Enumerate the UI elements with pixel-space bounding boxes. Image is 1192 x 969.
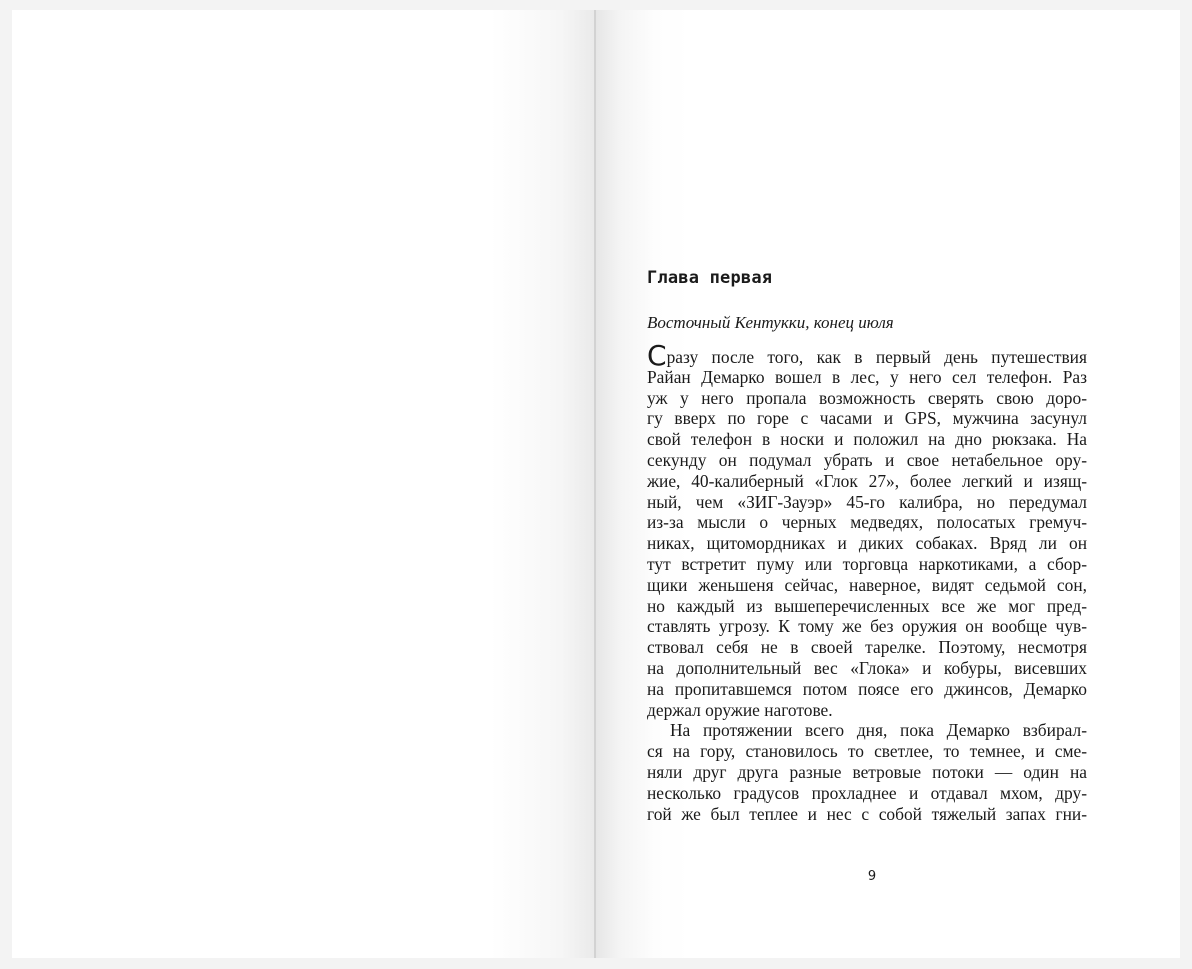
text-line: няли друг друга разные ветровые потоки — один на — [647, 761, 1087, 782]
text-line: на дополнительный вес «Глока» и кобуры, висевших — [647, 657, 1087, 678]
text-line: из-за мысли о черных медведях, полосатых гремуч- — [647, 512, 1087, 533]
first-line-rest: разу после того, как в первый день путешествия — [666, 347, 1087, 367]
text-line: никах, щитомордниках и диких собаках. Вряд ли он — [647, 533, 1087, 554]
chapter-body — [647, 339, 1087, 824]
text-line-paragraph-end: держал оружие наготове. — [647, 699, 833, 720]
text-line: несколько градусов прохладнее и отдавал мхом, дру- — [647, 782, 1087, 803]
text-line: тут встретит пуму или торговца наркотиками, а сбор- — [647, 553, 1087, 574]
page-number: 9 — [867, 869, 877, 884]
text-line: жие, 40-калиберный «Глок 27», более легкий и изящ- — [647, 470, 1087, 491]
text-line: Райан Демарко вошел в лес, у него сел телефон. Раз — [647, 366, 1087, 387]
text-line: свой телефон в носки и положил на дно рюкзака. На — [647, 429, 1087, 450]
left-page-blank — [12, 10, 596, 958]
text-line: на пропитавшемся потом поясе его джинсов, Демарко — [647, 678, 1087, 699]
text-line-paragraph2-start: На протяжении всего дня, пока Демарко взбирал- — [670, 720, 1087, 741]
text-line: гу вверх по горе с часами и GPS, мужчина засунул — [647, 408, 1087, 429]
text-line: щики женьшеня сейчас, наверное, видят седьмой сон, — [647, 574, 1087, 595]
text-line: уж у него пропала возможность сверять свою доро- — [647, 387, 1087, 408]
text-line: ный, чем «ЗИГ-Зауэр» 45-го калибра, но передумал — [647, 491, 1087, 512]
page-text-block — [647, 262, 1087, 824]
book-gutter — [594, 10, 596, 958]
text-line: секунду он подумал убрать и свое нетабельное ору- — [647, 449, 1087, 470]
drop-cap: С — [647, 339, 667, 372]
text-line-1 — [647, 339, 1087, 372]
chapter-title: Глава первая — [647, 268, 773, 288]
text-line: ставлять угрозу. К тому же без оружия он вообще чув- — [647, 616, 1087, 637]
text-line: но каждый из вышеперечисленных все же мог пред- — [647, 595, 1087, 616]
text-line: ствовал себя не в своей тарелке. Поэтому, несмотря — [647, 637, 1087, 658]
chapter-location-subtitle: Восточный Кентукки, конец июля — [647, 313, 894, 332]
text-line: ся на гору, становилось то светлее, то темнее, и сме- — [647, 741, 1087, 762]
text-line: гой же был теплее и нес с собой тяжелый запах гни- — [647, 803, 1087, 824]
